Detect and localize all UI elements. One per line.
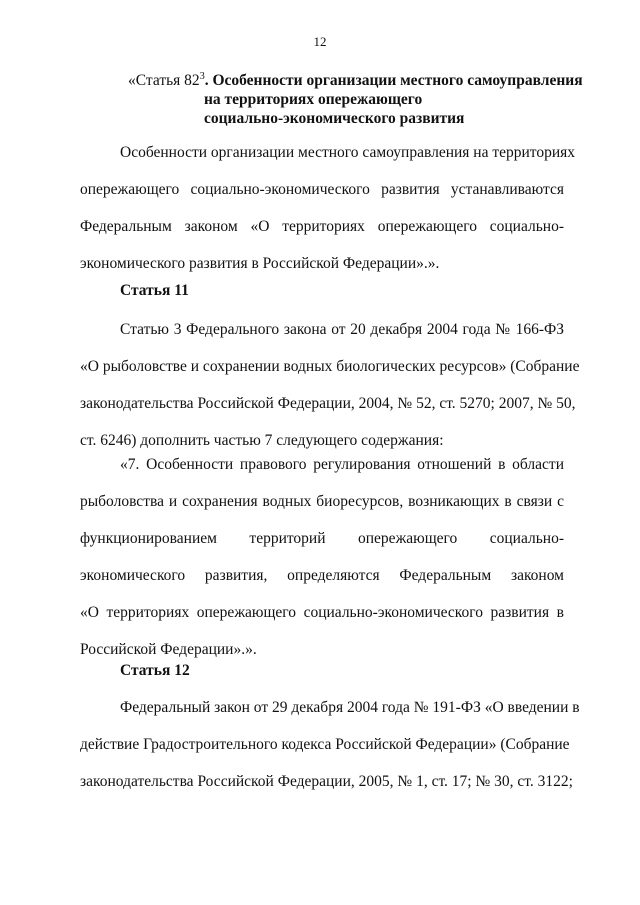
page-number: 12 bbox=[313, 34, 327, 49]
paragraph-article-11-part-7 bbox=[80, 446, 564, 668]
heading-lead: «Статья 82 bbox=[128, 72, 200, 89]
text-line: ст. 6246) дополнить частью 7 следующего содержания: bbox=[80, 432, 444, 449]
text-line: Особенности организации местного самоуправления на территориях bbox=[120, 144, 576, 161]
text-line: экономического развития, определяются Федеральным законом bbox=[80, 567, 564, 584]
text-line: действие Градостроительного кодекса Российской Федерации» (Собрание bbox=[80, 736, 570, 753]
text-line: опережающего социально-экономического развития устанавливаются bbox=[80, 181, 564, 198]
text-line: рыболовства и сохранения водных биоресурсов, возникающих в связи с bbox=[80, 493, 564, 510]
article-11-heading: Статья 11 bbox=[120, 282, 189, 299]
text-line: Российской Федерации».». bbox=[80, 641, 257, 658]
text-line: функционированием территорий опережающего социально- bbox=[80, 530, 564, 547]
article-82-3-heading bbox=[128, 71, 588, 128]
paragraph-article-82-3 bbox=[80, 134, 576, 282]
text-line: «О территориях опережающего социально-экономического развития в bbox=[80, 604, 564, 621]
text-line: «О рыболовстве и сохранении водных биологических ресурсов» (Собрание bbox=[80, 358, 580, 375]
heading-title-line1: . Особенности организации местного самоуправления bbox=[204, 72, 583, 89]
text-line: Федеральный закон от 29 декабря 2004 года № 191-ФЗ «О введении в bbox=[120, 699, 580, 716]
paragraph-article-11 bbox=[80, 311, 580, 459]
text-line: законодательства Российской Федерации, 2005, № 1, ст. 17; № 30, ст. 3122; bbox=[80, 773, 573, 790]
text-line: законодательства Российской Федерации, 2004, № 52, ст. 5270; 2007, № 50, bbox=[80, 395, 576, 412]
text-line: Статью 3 Федерального закона от 20 декабря 2004 года № 166-ФЗ bbox=[120, 321, 564, 338]
text-line: Федеральным законом «О территориях опережающего социально- bbox=[80, 218, 564, 235]
text-line: «7. Особенности правового регулирования отношений в области bbox=[120, 456, 564, 473]
heading-title-line3: социально-экономического развития bbox=[204, 110, 465, 127]
text-line: экономического развития в Российской Федерации».». bbox=[80, 255, 440, 272]
heading-title-line2: на территориях опережающего bbox=[204, 91, 423, 108]
paragraph-article-12 bbox=[80, 689, 580, 800]
article-12-heading: Статья 12 bbox=[120, 662, 190, 679]
heading-superscript: 3 bbox=[199, 71, 205, 82]
